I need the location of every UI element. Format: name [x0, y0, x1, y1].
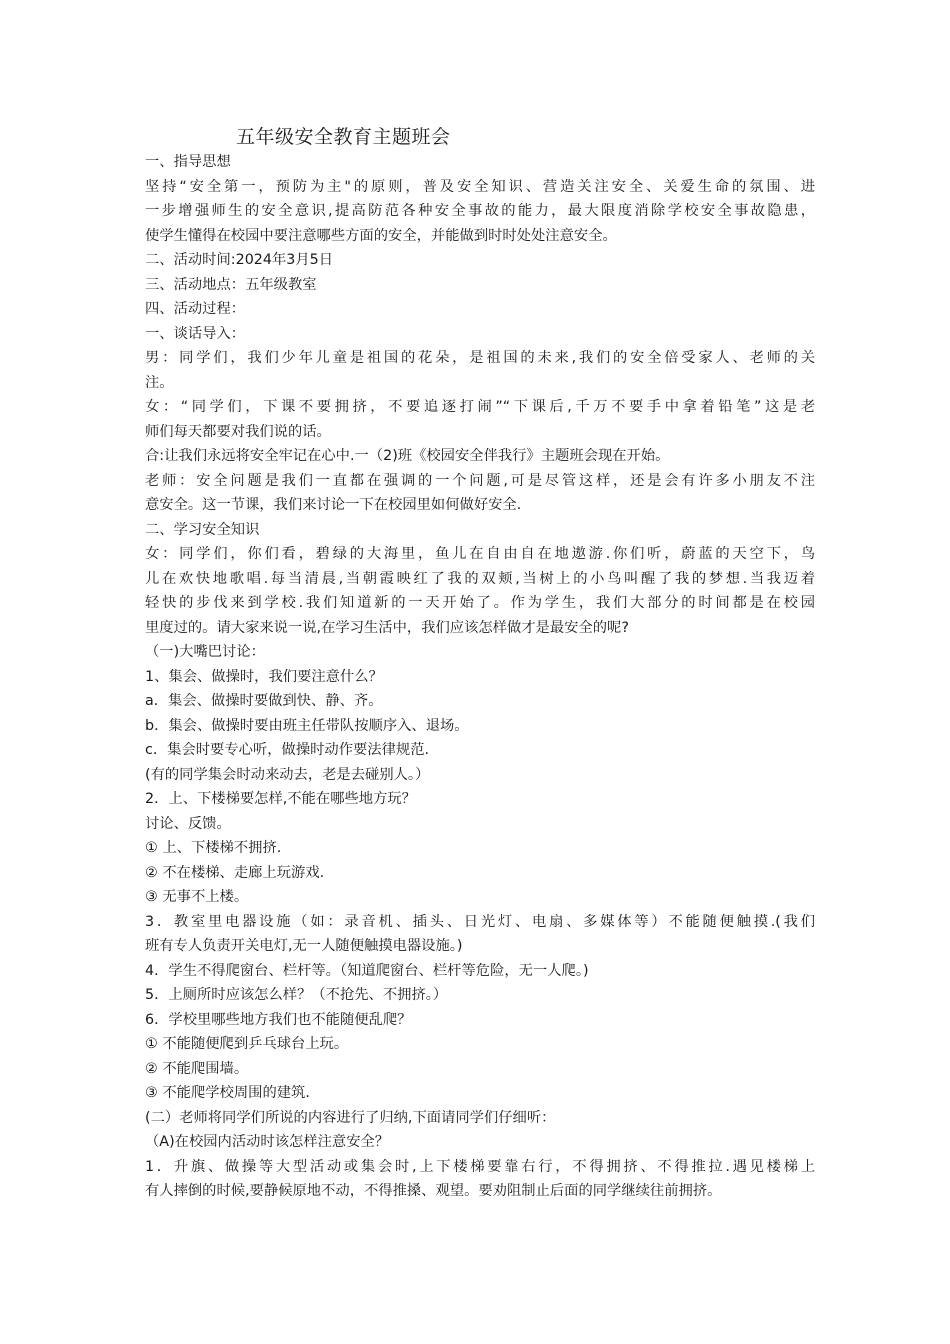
text-line: 使学生懂得在校园中要注意哪些方面的安全，并能做到时时处处注意安全。	[145, 227, 617, 244]
text-line: 女：同学们，你们看，碧绿的大海里，鱼儿在自由自在地遨游.你们听，蔚蓝的天空下，鸟	[145, 546, 815, 562]
text-line: 5．上厕所时应该怎么样？（不抢先、不拥挤。）	[145, 987, 448, 1003]
text-line: 男：同学们，我们少年儿童是祖国的花朵，是祖国的未来,我们的安全倍受家人、老师的关	[145, 350, 815, 366]
text-line: 注。	[145, 374, 174, 391]
text-line: 意安全。这一节课，我们来讨论一下在校园里如何做好安全.	[145, 497, 522, 513]
text-line: a．集会、做操时要做到快、静、齐。	[145, 693, 383, 709]
text-line: 四、活动过程：	[145, 301, 246, 317]
text-line: 1．升旗、做操等大型活动或集会时,上下楼梯要靠右行，不得拥挤、不得推拉.遇见楼梯上	[145, 1158, 815, 1175]
text-line: ② 不在楼梯、走廊上玩游戏.	[145, 864, 325, 881]
text-line: 3．教室里电器设施（如：录音机、插头、日光灯、电扇、多媒体等）不能随便触摸.(我们	[145, 913, 815, 930]
text-line: 轻快的步伐来到学校.我们知道新的一天开始了。作为学生，我们大部分的时间都是在校园	[145, 595, 815, 611]
text-line: ③ 不能爬学校周围的建筑.	[145, 1085, 310, 1101]
text-line: 1、集会、做操时，我们要注意什么？	[145, 668, 383, 685]
text-line: （一)大嘴巴讨论：	[145, 644, 265, 660]
text-line: 一、谈话导入：	[145, 325, 246, 342]
text-line: ① 不能随便爬到乒乓球台上玩。	[145, 1036, 349, 1052]
text-line: 老师：安全问题是我们一直都在强调的一个问题,可是尽管这样，还是会有许多小朋友不注	[145, 472, 815, 489]
text-line: 二、学习安全知识	[145, 521, 260, 538]
text-line: 里度过的。请大家来说一说,在学习生活中，我们应该怎样做才是最安全的呢?	[145, 619, 629, 636]
text-line: (有的同学集会时动来动去，老是去碰别人。）	[145, 766, 430, 783]
text-line: 儿在欢快地歌唱.每当清晨,当朝霞映红了我的双颊,当树上的小鸟叫醒了我的梦想.当我迈着	[145, 570, 815, 587]
text-line: 班有专人负责开关电灯,无一人随便触摸电器设施。)	[145, 938, 463, 954]
text-line: 一、指导思想	[145, 154, 231, 170]
text-line: 讨论、反馈。	[145, 815, 231, 832]
text-line: 合:让我们永远将安全牢记在心中.一（2)班《校园安全伴我行》主题班会现在开始。	[145, 448, 670, 464]
text-line: 一步增强师生的安全意识,提高防范各种安全事故的能力，最大限度消除学校安全事故隐患，	[145, 203, 815, 219]
document-body	[145, 150, 815, 1204]
text-line: 6．学校里哪些地方我们也不能随便乱爬？	[145, 1011, 412, 1028]
text-line: 二、活动时间:2024年3月5日	[145, 252, 334, 268]
text-line: (二）老师将同学们所说的内容进行了归纳,下面请同学们仔细听：	[145, 1109, 556, 1126]
text-line: 三、活动地点：五年级教室	[145, 276, 317, 293]
text-line: b．集会、做操时要由班主任带队按顺序入、退场。	[145, 717, 469, 734]
text-line: 2．上、下楼梯要怎样,不能在哪些地方玩？	[145, 791, 416, 807]
text-line: 有人摔倒的时候,要静候原地不动，不得推搡、观望。要劝阻制止后面的同学继续往前拥挤。	[145, 1183, 722, 1199]
text-line: ① 上、下楼梯不拥挤.	[145, 840, 282, 856]
text-line: （A)在校园内活动时该怎样注意安全？	[145, 1134, 390, 1150]
text-line: ③ 无事不上楼。	[145, 889, 249, 905]
text-line: 女：“同学们，下课不要拥挤，不要追逐打闹”“下课后,千万不要手中拿着铅笔”这是老	[145, 399, 815, 415]
text-line: 师们每天都要对我们说的话。	[145, 423, 331, 440]
text-line: c．集会时要专心听，做操时动作要法律规范.	[145, 742, 430, 758]
text-line: ② 不能爬围墙。	[145, 1060, 249, 1077]
document-title: 五年级安全教育主题班会	[236, 126, 451, 148]
text-line: 坚持“安全第一，预防为主"的原则，普及安全知识、营造关注安全、关爱生命的氛围、进	[145, 178, 815, 195]
text-line: 4．学生不得爬窗台、栏杆等。（知道爬窗台、栏杆等危险，无一人爬。)	[145, 962, 589, 979]
